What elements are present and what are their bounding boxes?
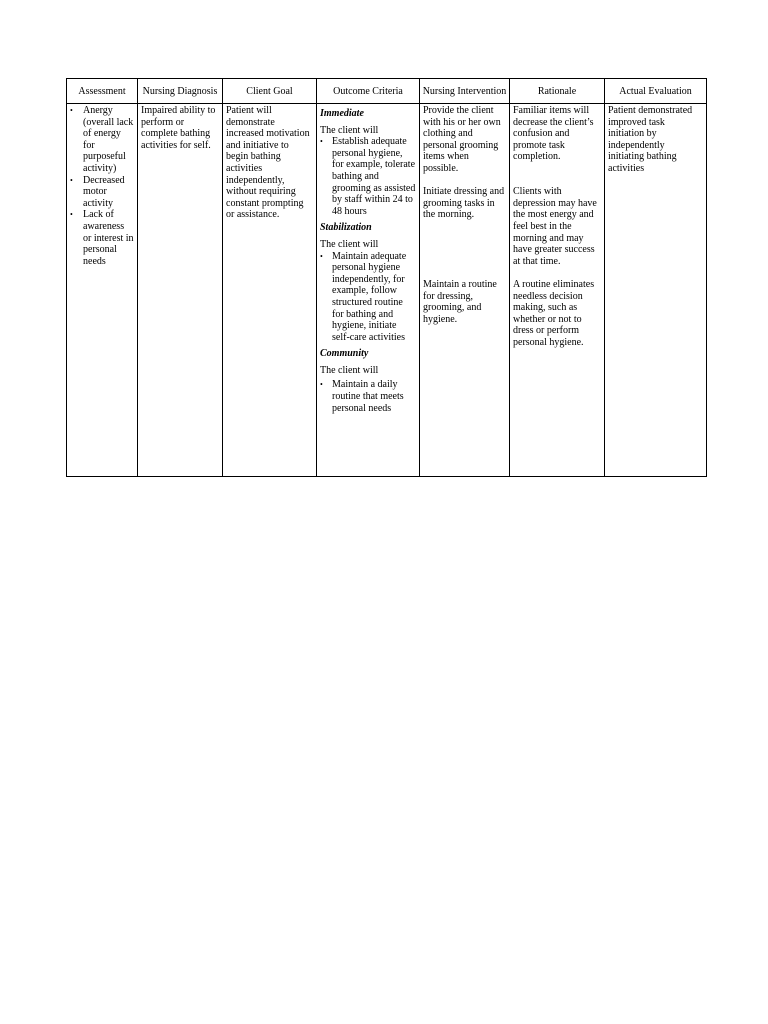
header-outcome-criteria: Outcome Criteria: [317, 79, 420, 104]
stabilization-lead: The client will: [320, 238, 379, 250]
list-item: • Anergy (overall lack of energy for purposeful activity): [70, 105, 134, 175]
rationale-item: Familiar items will decrease the client’s confusion and promote task completion.: [513, 105, 594, 163]
intervention-item: Initiate dressing and grooming tasks in the morning.: [423, 186, 505, 221]
intervention-item: Provide the client with his or her own clothing and personal grooming items when possible.: [423, 105, 501, 174]
table-row: [67, 104, 707, 477]
community-lead: The client will: [320, 364, 379, 376]
list-item: • Establish adequate personal hygiene, for example, tolerate bathing and grooming as assisted by staff within 24 to 48 hours: [320, 136, 416, 217]
list-item: • Maintain adequate personal hygiene independently, for example, follow structured routine for bathing and hygiene, initiate self-care activities: [320, 251, 416, 344]
immediate-lead: The client will: [320, 124, 379, 136]
diagnosis-text: Impaired ability to perform or complete bathing activities for self.: [141, 105, 216, 151]
intervention-item: Maintain a routine for dressing, grooming, and hygiene.: [423, 278, 497, 325]
header-client-goal: Client Goal: [223, 79, 317, 104]
nursing-diagnosis-cell: [138, 104, 223, 477]
client-goal-cell: [223, 104, 317, 477]
stabilization-list: [320, 251, 416, 344]
rationale-item: A routine eliminates needless decision making, such as whether or not to dress or perform personal hygiene.: [513, 278, 595, 348]
rationale-cell: [510, 104, 605, 477]
stabilization-heading: Stabilization: [320, 222, 372, 234]
actual-evaluation-cell: [605, 104, 707, 477]
community-list: [320, 379, 416, 414]
assessment-list: [70, 105, 134, 267]
header-nursing-intervention: Nursing Intervention: [420, 79, 510, 104]
header-assessment: Assessment: [67, 79, 138, 104]
assessment-cell: [67, 104, 138, 477]
header-rationale: Rationale: [510, 79, 605, 104]
immediate-list: [320, 136, 416, 217]
rationale-item: Clients with depression may have the most energy and feel best in the morning and may have greater success at that time.: [513, 186, 597, 267]
header-actual-evaluation: Actual Evaluation: [605, 79, 707, 104]
community-heading: Community: [320, 348, 369, 360]
evaluation-text: Patient demonstrated improved task initiation by independently initiating bathing activities: [608, 105, 693, 174]
list-item: • Lack of awareness or interest in personal needs: [70, 209, 134, 267]
outcome-criteria-cell: [317, 104, 420, 477]
client-goal-text: Patient will demonstrate increased motivation and initiative to begin bathing activities independently, without requiring constant prompting or assistance.: [226, 105, 310, 221]
list-item: • Maintain a daily routine that meets personal needs: [320, 379, 416, 414]
header-nursing-diagnosis: Nursing Diagnosis: [138, 79, 223, 104]
nursing-care-plan-table: [66, 78, 707, 477]
list-item: • Decreased motor activity: [70, 175, 134, 210]
nursing-intervention-cell: [420, 104, 510, 477]
header-row: [67, 79, 707, 104]
immediate-heading: Immediate: [320, 108, 364, 119]
